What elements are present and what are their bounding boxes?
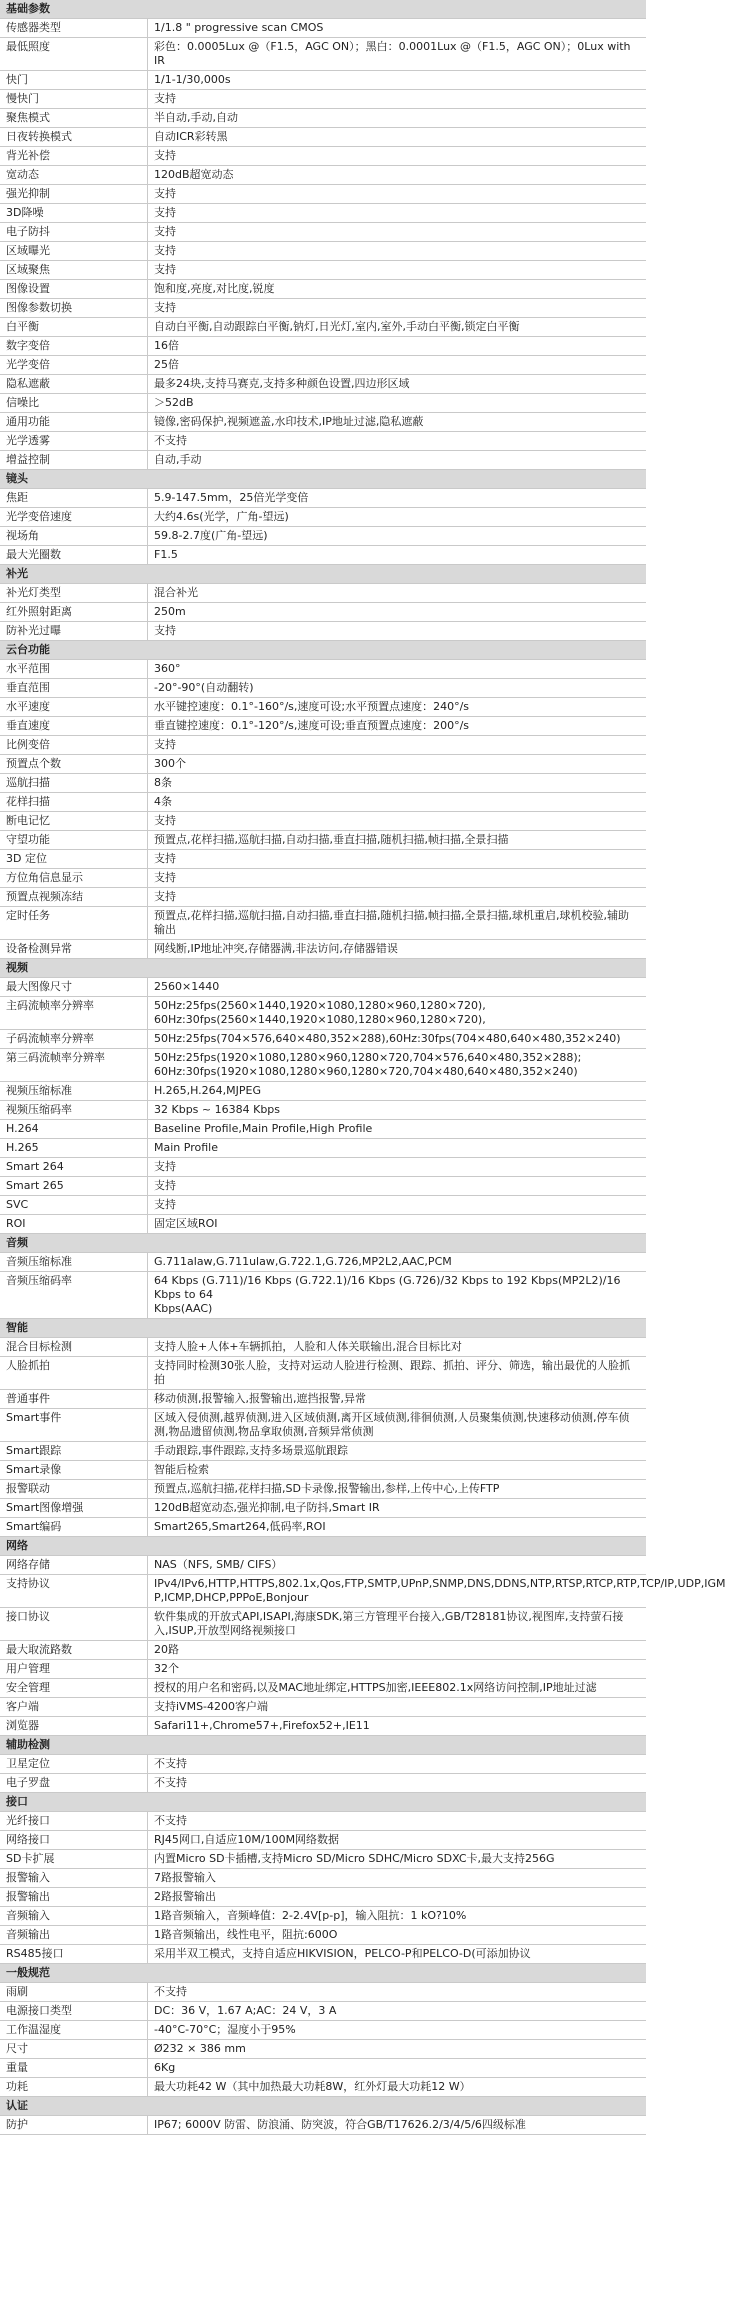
spec-value: 50Hz:25fps(1920×1080,1280×960,1280×720,704×576,640×480,352×288); 60Hz:30fps(1920×1080,1280×960,1280×720,704×480,640×480,352×240) bbox=[154, 1051, 582, 1078]
spec-value: 300个 bbox=[154, 757, 186, 770]
spec-row bbox=[0, 1196, 646, 1215]
spec-row bbox=[0, 1983, 646, 2002]
spec-row bbox=[0, 223, 646, 242]
spec-label: 图像设置 bbox=[0, 280, 148, 298]
spec-label: 报警输入 bbox=[0, 1869, 148, 1887]
spec-row bbox=[0, 1253, 646, 1272]
spec-label: 光学变倍 bbox=[0, 356, 148, 374]
spec-label: 焦距 bbox=[0, 489, 148, 507]
spec-label: 电子防抖 bbox=[0, 223, 148, 241]
spec-row bbox=[0, 1139, 646, 1158]
spec-label: 音频压缩码率 bbox=[0, 1272, 148, 1318]
spec-value: 不支持 bbox=[154, 1757, 187, 1770]
spec-label: Smart 265 bbox=[0, 1177, 148, 1195]
section-header: 镜头 bbox=[0, 470, 646, 489]
spec-value: 250m bbox=[154, 605, 186, 618]
spec-row bbox=[0, 1030, 646, 1049]
spec-label: 强光抑制 bbox=[0, 185, 148, 203]
section-header: 智能 bbox=[0, 1319, 646, 1338]
spec-label: 最大取流路数 bbox=[0, 1641, 148, 1659]
spec-label: 电源接口类型 bbox=[0, 2002, 148, 2020]
section-header: 辅助检测 bbox=[0, 1736, 646, 1755]
spec-row bbox=[0, 888, 646, 907]
spec-row bbox=[0, 375, 646, 394]
spec-label: 安全管理 bbox=[0, 1679, 148, 1697]
section-header: 基础参数 bbox=[0, 0, 646, 19]
spec-row bbox=[0, 166, 646, 185]
spec-value: 支持 bbox=[154, 814, 176, 827]
spec-label: SD卡扩展 bbox=[0, 1850, 148, 1868]
spec-row bbox=[0, 185, 646, 204]
spec-value: 不支持 bbox=[154, 1776, 187, 1789]
spec-row bbox=[0, 1926, 646, 1945]
spec-row bbox=[0, 584, 646, 603]
spec-label: 防护 bbox=[0, 2116, 148, 2134]
spec-value: Smart265,Smart264,低码率,ROI bbox=[154, 1520, 326, 1533]
spec-label: 水平速度 bbox=[0, 698, 148, 716]
spec-row bbox=[0, 1158, 646, 1177]
spec-label: 预置点个数 bbox=[0, 755, 148, 773]
spec-row bbox=[0, 1660, 646, 1679]
spec-label: 区域曝光 bbox=[0, 242, 148, 260]
spec-value: G.711alaw,G.711ulaw,G.722.1,G.726,MP2L2,AAC,PCM bbox=[154, 1255, 452, 1268]
spec-label: 最低照度 bbox=[0, 38, 148, 70]
spec-value: 2路报警输出 bbox=[154, 1890, 216, 1903]
spec-row bbox=[0, 1518, 646, 1537]
spec-label: 最大光圈数 bbox=[0, 546, 148, 564]
spec-label: Smart编码 bbox=[0, 1518, 148, 1536]
spec-label: Smart事件 bbox=[0, 1409, 148, 1441]
spec-value: 20路 bbox=[154, 1643, 179, 1656]
spec-value: 最大功耗42 W（其中加热最大功耗8W，红外灯最大功耗12 W） bbox=[154, 2080, 471, 2093]
spec-label: H.265 bbox=[0, 1139, 148, 1157]
spec-value: 1/1-1/30,000s bbox=[154, 73, 231, 86]
spec-row bbox=[0, 71, 646, 90]
spec-value: 2560×1440 bbox=[154, 980, 220, 993]
spec-label: 红外照射距离 bbox=[0, 603, 148, 621]
spec-value: Ø232 × 386 mm bbox=[154, 2042, 246, 2055]
spec-value: -40°C-70°C；湿度小于95% bbox=[154, 2023, 296, 2036]
spec-label: 电子罗盘 bbox=[0, 1774, 148, 1792]
spec-label: 光纤接口 bbox=[0, 1812, 148, 1830]
spec-value: 支持 bbox=[154, 624, 176, 637]
spec-value: 支持 bbox=[154, 852, 176, 865]
spec-row bbox=[0, 1831, 646, 1850]
spec-row bbox=[0, 1679, 646, 1698]
spec-row bbox=[0, 38, 646, 71]
spec-value: F1.5 bbox=[154, 548, 178, 561]
spec-row bbox=[0, 997, 646, 1030]
spec-row bbox=[0, 280, 646, 299]
spec-label: 比例变倍 bbox=[0, 736, 148, 754]
spec-value: 1路音频输入，音频峰值：2-2.4V[p-p]，输入阻抗：1 kO?10% bbox=[154, 1909, 467, 1922]
spec-value: 5.9-147.5mm，25倍光学变倍 bbox=[154, 491, 309, 504]
spec-label: 垂直范围 bbox=[0, 679, 148, 697]
spec-row bbox=[0, 2059, 646, 2078]
spec-row bbox=[0, 147, 646, 166]
spec-value: 32 Kbps ~ 16384 Kbps bbox=[154, 1103, 281, 1116]
spec-row bbox=[0, 337, 646, 356]
spec-row bbox=[0, 1698, 646, 1717]
spec-label: 3D降噪 bbox=[0, 204, 148, 222]
spec-row bbox=[0, 1755, 646, 1774]
spec-row bbox=[0, 242, 646, 261]
spec-value: 支持人脸+人体+车辆抓拍，人脸和人体关联输出,混合目标比对 bbox=[154, 1340, 462, 1353]
spec-value: 6Kg bbox=[154, 2061, 176, 2074]
spec-label: 混合目标检测 bbox=[0, 1338, 148, 1356]
spec-label: 光学变倍速度 bbox=[0, 508, 148, 526]
spec-row bbox=[0, 812, 646, 831]
spec-label: 子码流帧率分辨率 bbox=[0, 1030, 148, 1048]
spec-value: 半自动,手动,自动 bbox=[154, 111, 238, 124]
spec-row bbox=[0, 394, 646, 413]
spec-label: 数字变倍 bbox=[0, 337, 148, 355]
spec-value: 内置Micro SD卡插槽,支持Micro SD/Micro SDHC/Micro SDXC卡,最大支持256G bbox=[154, 1852, 555, 1865]
spec-row bbox=[0, 1409, 646, 1442]
spec-row bbox=[0, 1575, 726, 1608]
section-header: 视频 bbox=[0, 959, 646, 978]
spec-value: 智能后检索 bbox=[154, 1463, 209, 1476]
spec-label: 音频输出 bbox=[0, 1926, 148, 1944]
spec-row bbox=[0, 622, 646, 641]
spec-value: 不支持 bbox=[154, 1814, 187, 1827]
spec-value: Safari11+,Chrome57+,Firefox52+,IE11 bbox=[154, 1719, 370, 1732]
spec-row bbox=[0, 1442, 646, 1461]
spec-label: 卫星定位 bbox=[0, 1755, 148, 1773]
spec-value: 支持 bbox=[154, 1198, 176, 1211]
spec-row bbox=[0, 109, 646, 128]
spec-value: 垂直键控速度：0.1°-120°/s,速度可设;垂直预置点速度：200°/s bbox=[154, 719, 470, 732]
spec-label: 定时任务 bbox=[0, 907, 148, 939]
spec-label: Smart录像 bbox=[0, 1461, 148, 1479]
spec-label: 信噪比 bbox=[0, 394, 148, 412]
spec-label: 图像参数切换 bbox=[0, 299, 148, 317]
spec-value: 彩色：0.0005Lux @（F1.5，AGC ON）；黑白：0.0001Lux @（F1.5，AGC ON）；0Lux with IR bbox=[154, 40, 631, 67]
spec-label: 设备检测异常 bbox=[0, 940, 148, 958]
spec-label: SVC bbox=[0, 1196, 148, 1214]
spec-value: NAS（NFS, SMB/ CIFS） bbox=[154, 1558, 283, 1571]
spec-value: 25倍 bbox=[154, 358, 179, 371]
spec-label: 背光补偿 bbox=[0, 147, 148, 165]
spec-label: 区域聚焦 bbox=[0, 261, 148, 279]
spec-row bbox=[0, 527, 646, 546]
spec-row bbox=[0, 1390, 646, 1409]
spec-label: 视场角 bbox=[0, 527, 148, 545]
spec-value: 支持同时检测30张人脸，支持对运动人脸进行检测、跟踪、抓拍、评分、筛选，输出最优的人脸抓 拍 bbox=[154, 1359, 630, 1386]
spec-value: 区域入侵侦测,越界侦测,进入区域侦测,离开区域侦测,徘徊侦测,人员聚集侦测,快速移动侦测,停车侦 测,物品遗留侦测,物品拿取侦测,音频异常侦测 bbox=[154, 1411, 630, 1438]
spec-label: 报警联动 bbox=[0, 1480, 148, 1498]
spec-row bbox=[0, 850, 646, 869]
spec-value: Baseline Profile,Main Profile,High Profile bbox=[154, 1122, 373, 1135]
spec-value: ＞52dB bbox=[154, 396, 194, 409]
spec-row bbox=[0, 451, 646, 470]
spec-label: 网络接口 bbox=[0, 1831, 148, 1849]
spec-row bbox=[0, 261, 646, 280]
spec-label: H.264 bbox=[0, 1120, 148, 1138]
spec-value: 32个 bbox=[154, 1662, 179, 1675]
spec-label: 防补光过曝 bbox=[0, 622, 148, 640]
spec-label: RS485接口 bbox=[0, 1945, 148, 1963]
section-header: 网络 bbox=[0, 1537, 646, 1556]
spec-row bbox=[0, 717, 646, 736]
spec-label: 支持协议 bbox=[0, 1575, 148, 1607]
spec-value: 120dB超宽动态 bbox=[154, 168, 234, 181]
spec-row bbox=[0, 1869, 646, 1888]
spec-row bbox=[0, 755, 646, 774]
spec-value: 1/1.8 " progressive scan CMOS bbox=[154, 21, 324, 34]
spec-label: 隐私遮蔽 bbox=[0, 375, 148, 393]
spec-value: 50Hz:25fps(2560×1440,1920×1080,1280×960,1280×720), 60Hz:30fps(2560×1440,1920×1080,1280×960,1280×720), bbox=[154, 999, 486, 1026]
spec-label: 浏览器 bbox=[0, 1717, 148, 1735]
spec-label: 尺寸 bbox=[0, 2040, 148, 2058]
spec-row bbox=[0, 1945, 646, 1964]
spec-row bbox=[0, 1608, 646, 1641]
spec-row bbox=[0, 128, 646, 147]
spec-row bbox=[0, 19, 646, 38]
spec-value: IPv4/IPv6,HTTP,HTTPS,802.1x,Qos,FTP,SMTP,UPnP,SNMP,DNS,DDNS,NTP,RTSP,RTCP,RTP,TCP/IP,UDP,IGM P,ICMP,DHCP,PPPoE,Bonjour bbox=[154, 1577, 726, 1604]
spec-value: 支持 bbox=[154, 187, 176, 200]
spec-label: 3D 定位 bbox=[0, 850, 148, 868]
spec-label: 守望功能 bbox=[0, 831, 148, 849]
spec-row bbox=[0, 1101, 646, 1120]
spec-label: 聚焦模式 bbox=[0, 109, 148, 127]
spec-label: 音频压缩标准 bbox=[0, 1253, 148, 1271]
spec-value: 手动跟踪,事件跟踪,支持多场景巡航跟踪 bbox=[154, 1444, 348, 1457]
spec-value: Main Profile bbox=[154, 1141, 218, 1154]
spec-value: 1路音频输出，线性电平，阻抗:600O bbox=[154, 1928, 338, 1941]
spec-label: 视频压缩标准 bbox=[0, 1082, 148, 1100]
spec-value: 4条 bbox=[154, 795, 172, 808]
spec-row bbox=[0, 2002, 646, 2021]
spec-row bbox=[0, 660, 646, 679]
spec-row bbox=[0, 793, 646, 812]
spec-row bbox=[0, 1850, 646, 1869]
spec-label: Smart 264 bbox=[0, 1158, 148, 1176]
spec-row bbox=[0, 356, 646, 375]
spec-value: 支持 bbox=[154, 301, 176, 314]
spec-row bbox=[0, 2040, 646, 2059]
spec-row bbox=[0, 1888, 646, 1907]
spec-value: 固定区域ROI bbox=[154, 1217, 218, 1230]
spec-label: 补光灯类型 bbox=[0, 584, 148, 602]
spec-row bbox=[0, 1774, 646, 1793]
spec-value: 59.8-2.7度(广角-望远) bbox=[154, 529, 268, 542]
spec-value: 支持 bbox=[154, 890, 176, 903]
spec-label: 预置点视频冻结 bbox=[0, 888, 148, 906]
spec-label: 白平衡 bbox=[0, 318, 148, 336]
spec-value: 支持 bbox=[154, 1179, 176, 1192]
spec-row bbox=[0, 1082, 646, 1101]
spec-label: 通用功能 bbox=[0, 413, 148, 431]
spec-value: 支持 bbox=[154, 225, 176, 238]
spec-row bbox=[0, 1717, 646, 1736]
spec-label: 接口协议 bbox=[0, 1608, 148, 1640]
spec-value: 网线断,IP地址冲突,存储器满,非法访问,存储器错误 bbox=[154, 942, 398, 955]
spec-value: 支持 bbox=[154, 738, 176, 751]
spec-row bbox=[0, 2116, 646, 2135]
spec-row bbox=[0, 204, 646, 223]
spec-value: 支持 bbox=[154, 244, 176, 257]
spec-label: 巡航扫描 bbox=[0, 774, 148, 792]
spec-value: 不支持 bbox=[154, 434, 187, 447]
spec-label: 方位角信息显示 bbox=[0, 869, 148, 887]
spec-value: 最多24块,支持马赛克,支持多种颜色设置,四边形区域 bbox=[154, 377, 410, 390]
spec-value: 120dB超宽动态,强光抑制,电子防抖,Smart IR bbox=[154, 1501, 380, 1514]
spec-row bbox=[0, 1357, 646, 1390]
spec-label: Smart图像增强 bbox=[0, 1499, 148, 1517]
spec-row bbox=[0, 603, 646, 622]
spec-value: 水平键控速度：0.1°-160°/s,速度可设;水平预置点速度：240°/s bbox=[154, 700, 470, 713]
spec-value: -20°-90°(自动翻转) bbox=[154, 681, 254, 694]
spec-row bbox=[0, 299, 646, 318]
spec-label: 慢快门 bbox=[0, 90, 148, 108]
spec-row bbox=[0, 736, 646, 755]
spec-value: 预置点,巡航扫描,花样扫描,SD卡录像,报警输出,参样,上传中心,上传FTP bbox=[154, 1482, 500, 1495]
section-header: 认证 bbox=[0, 2097, 646, 2116]
spec-label: 视频压缩码率 bbox=[0, 1101, 148, 1119]
spec-row bbox=[0, 2078, 646, 2097]
spec-label: 人脸抓拍 bbox=[0, 1357, 148, 1389]
spec-row bbox=[0, 1049, 646, 1082]
spec-row bbox=[0, 1480, 646, 1499]
spec-label: 重量 bbox=[0, 2059, 148, 2077]
spec-row bbox=[0, 546, 646, 565]
spec-row bbox=[0, 831, 646, 850]
spec-label: 增益控制 bbox=[0, 451, 148, 469]
spec-value: 预置点,花样扫描,巡航扫描,自动扫描,垂直扫描,随机扫描,帧扫描,全景扫描 bbox=[154, 833, 509, 846]
spec-row bbox=[0, 318, 646, 337]
spec-label: 水平范围 bbox=[0, 660, 148, 678]
spec-value: DC：36 V，1.67 A;AC：24 V，3 A bbox=[154, 2004, 337, 2017]
spec-label: 客户端 bbox=[0, 1698, 148, 1716]
spec-label: 工作温湿度 bbox=[0, 2021, 148, 2039]
spec-row bbox=[0, 90, 646, 109]
spec-value: 自动白平衡,自动跟踪白平衡,钠灯,日光灯,室内,室外,手动白平衡,锁定白平衡 bbox=[154, 320, 520, 333]
spec-row bbox=[0, 869, 646, 888]
spec-label: 普通事件 bbox=[0, 1390, 148, 1408]
spec-value: RJ45网口,自适应10M/100M网络数据 bbox=[154, 1833, 340, 1846]
spec-value: IP67; 6000V 防雷、防浪涌、防突波，符合GB/T17626.2/3/4/5/6四级标准 bbox=[154, 2118, 526, 2131]
spec-value: 不支持 bbox=[154, 1985, 187, 1998]
spec-value: 支持 bbox=[154, 871, 176, 884]
spec-label: 光学透雾 bbox=[0, 432, 148, 450]
spec-row bbox=[0, 1812, 646, 1831]
spec-label: 日夜转换模式 bbox=[0, 128, 148, 146]
spec-row bbox=[0, 774, 646, 793]
spec-value: 大约4.6s(光学，广角-望远) bbox=[154, 510, 289, 523]
spec-value: 自动,手动 bbox=[154, 453, 202, 466]
spec-value: 支持 bbox=[154, 1160, 176, 1173]
spec-value: 360° bbox=[154, 662, 181, 675]
spec-label: Smart跟踪 bbox=[0, 1442, 148, 1460]
spec-value: 50Hz:25fps(704×576,640×480,352×288),60Hz:30fps(704×480,640×480,352×240) bbox=[154, 1032, 621, 1045]
spec-label: 功耗 bbox=[0, 2078, 148, 2096]
spec-row bbox=[0, 1461, 646, 1480]
spec-label: 断电记忆 bbox=[0, 812, 148, 830]
spec-row bbox=[0, 907, 646, 940]
spec-label: 第三码流帧率分辨率 bbox=[0, 1049, 148, 1081]
spec-row bbox=[0, 1556, 646, 1575]
spec-label: 报警输出 bbox=[0, 1888, 148, 1906]
spec-row bbox=[0, 1177, 646, 1196]
spec-row bbox=[0, 1120, 646, 1139]
spec-row bbox=[0, 1641, 646, 1660]
spec-value: 16倍 bbox=[154, 339, 179, 352]
spec-row bbox=[0, 2021, 646, 2040]
spec-row bbox=[0, 1338, 646, 1357]
section-header: 补光 bbox=[0, 565, 646, 584]
section-header: 云台功能 bbox=[0, 641, 646, 660]
spec-label: 最大图像尺寸 bbox=[0, 978, 148, 996]
spec-row bbox=[0, 1907, 646, 1926]
spec-value: 预置点,花样扫描,巡航扫描,自动扫描,垂直扫描,随机扫描,帧扫描,全景扫描,球机重启,球机校验,辅助 输出 bbox=[154, 909, 629, 936]
spec-value: H.265,H.264,MJPEG bbox=[154, 1084, 261, 1097]
spec-label: 垂直速度 bbox=[0, 717, 148, 735]
section-header: 音频 bbox=[0, 1234, 646, 1253]
spec-row bbox=[0, 940, 646, 959]
spec-label: 雨刷 bbox=[0, 1983, 148, 2001]
spec-value: 采用半双工模式，支持自适应HIKVISION，PELCO-P和PELCO-D(可添加协议 bbox=[154, 1947, 531, 1960]
spec-row bbox=[0, 1499, 646, 1518]
spec-value: 混合补光 bbox=[154, 586, 198, 599]
spec-label: 宽动态 bbox=[0, 166, 148, 184]
spec-value: 支持 bbox=[154, 92, 176, 105]
spec-value: 自动ICR彩转黑 bbox=[154, 130, 228, 143]
spec-label: 快门 bbox=[0, 71, 148, 89]
spec-row bbox=[0, 432, 646, 451]
spec-label: 花样扫描 bbox=[0, 793, 148, 811]
spec-label: 用户管理 bbox=[0, 1660, 148, 1678]
spec-label: ROI bbox=[0, 1215, 148, 1233]
spec-value: 授权的用户名和密码,以及MAC地址绑定,HTTPS加密,IEEE802.1x网络访问控制,IP地址过滤 bbox=[154, 1681, 597, 1694]
spec-value: 饱和度,亮度,对比度,锐度 bbox=[154, 282, 275, 295]
spec-label: 音频输入 bbox=[0, 1907, 148, 1925]
spec-value: 支持iVMS-4200客户端 bbox=[154, 1700, 269, 1713]
spec-row bbox=[0, 978, 646, 997]
section-header: 一般规范 bbox=[0, 1964, 646, 1983]
spec-row bbox=[0, 679, 646, 698]
spec-value: 支持 bbox=[154, 263, 176, 276]
spec-row bbox=[0, 1215, 646, 1234]
spec-label: 网络存储 bbox=[0, 1556, 148, 1574]
spec-row bbox=[0, 698, 646, 717]
spec-row bbox=[0, 508, 646, 527]
spec-value: 支持 bbox=[154, 206, 176, 219]
section-header: 接口 bbox=[0, 1793, 646, 1812]
spec-label: 传感器类型 bbox=[0, 19, 148, 37]
spec-row bbox=[0, 1272, 646, 1319]
spec-value: 7路报警输入 bbox=[154, 1871, 216, 1884]
spec-row bbox=[0, 413, 646, 432]
spec-value: 镜像,密码保护,视频遮盖,水印技术,IP地址过滤,隐私遮蔽 bbox=[154, 415, 424, 428]
spec-value: 软件集成的开放式API,ISAPI,海康SDK,第三方管理平台接入,GB/T28181协议,视图库,支持萤石接 入,ISUP,开放型网络视频接口 bbox=[154, 1610, 624, 1637]
spec-row bbox=[0, 489, 646, 508]
spec-value: 64 Kbps (G.711)/16 Kbps (G.722.1)/16 Kbps (G.726)/32 Kbps to 192 Kbps(MP2L2)/16 Kbps to 64 Kbps(AAC) bbox=[154, 1274, 621, 1315]
spec-value: 8条 bbox=[154, 776, 172, 789]
spec-value: 支持 bbox=[154, 149, 176, 162]
spec-label: 主码流帧率分辨率 bbox=[0, 997, 148, 1029]
spec-value: 移动侦测,报警输入,报警输出,遮挡报警,异常 bbox=[154, 1392, 366, 1405]
